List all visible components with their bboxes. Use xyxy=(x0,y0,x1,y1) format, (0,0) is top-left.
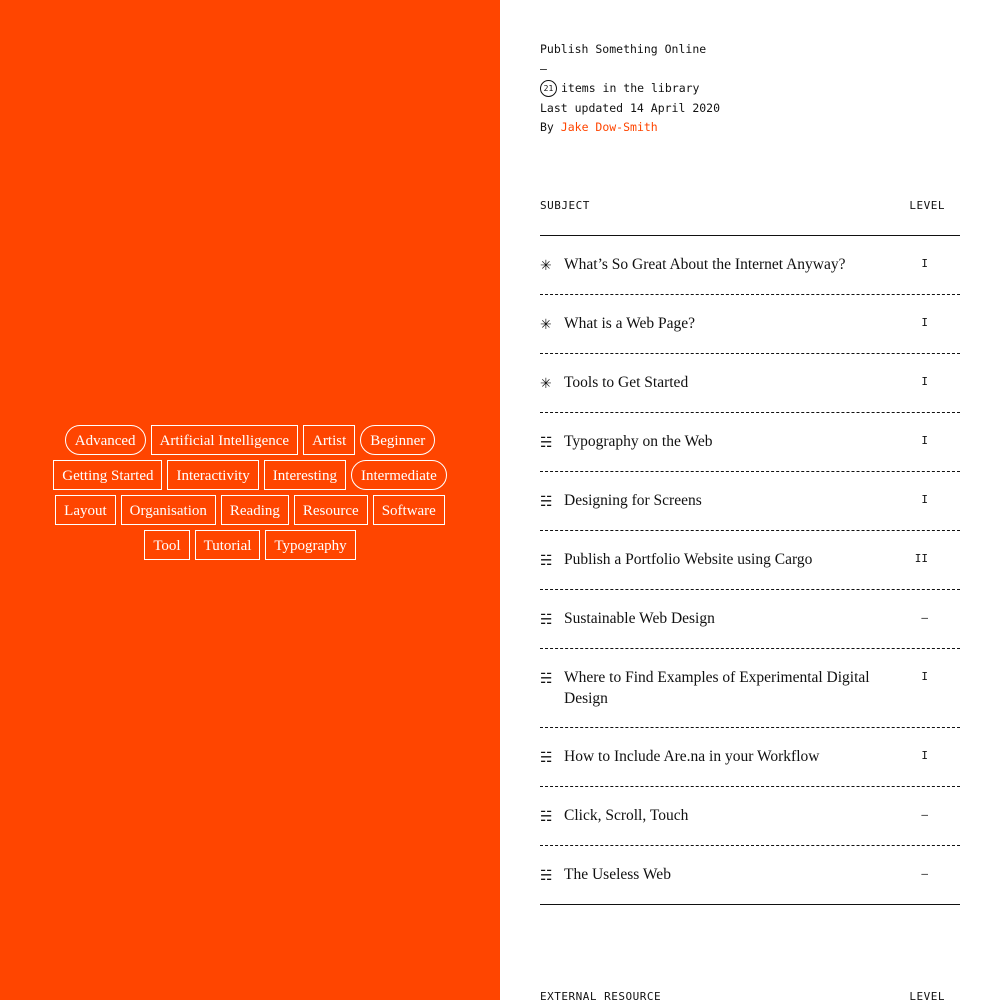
list-icon: ☵ xyxy=(540,494,553,510)
row-title-link[interactable]: Typography on the Web xyxy=(564,433,713,450)
tag-cloud xyxy=(40,425,460,560)
item-count-label: items in the library xyxy=(561,81,700,96)
row-title-link[interactable]: The Useless Web xyxy=(564,866,671,883)
byline xyxy=(540,118,720,138)
external-resource-column-header: EXTERNAL RESOURCE xyxy=(540,990,662,1003)
item-count-badge: 21 xyxy=(540,80,557,97)
row-level: I xyxy=(921,670,928,683)
table-row[interactable] xyxy=(540,649,960,728)
tag-button[interactable]: Reading xyxy=(221,495,289,525)
tag-button[interactable]: Advanced xyxy=(65,425,146,455)
tag-button[interactable]: Beginner xyxy=(360,425,435,455)
table-row[interactable] xyxy=(540,846,960,905)
tag-button[interactable]: Artificial Intelligence xyxy=(151,425,299,455)
external-level-column-header: LEVEL xyxy=(909,990,945,1003)
row-title-link[interactable]: Where to Find Examples of Experimental Digital Design xyxy=(564,669,870,707)
row-title-link[interactable]: What is a Web Page? xyxy=(564,315,696,332)
table-row[interactable] xyxy=(540,728,960,787)
tag-button[interactable]: Typography xyxy=(265,530,355,560)
tag-button[interactable]: Artist xyxy=(303,425,355,455)
list-icon: ☵ xyxy=(540,868,553,884)
left-panel xyxy=(0,0,500,1000)
asterisk-icon: ✳ xyxy=(540,376,552,392)
row-level: I xyxy=(921,434,928,447)
row-title-link[interactable]: Publish a Portfolio Website using Cargo xyxy=(564,551,813,568)
row-title-link[interactable]: Sustainable Web Design xyxy=(564,610,715,627)
table-row[interactable] xyxy=(540,413,960,472)
row-level: I xyxy=(921,749,928,762)
row-title-link[interactable]: How to Include Are.na in your Workflow xyxy=(564,748,820,765)
row-title-link[interactable]: Designing for Screens xyxy=(564,492,702,509)
table-row[interactable] xyxy=(540,236,960,295)
table-row[interactable] xyxy=(540,590,960,649)
tag-button[interactable]: Tool xyxy=(144,530,189,560)
right-panel xyxy=(500,0,1000,1003)
tag-button[interactable]: Layout xyxy=(55,495,116,525)
row-title-link[interactable]: Tools to Get Started xyxy=(564,374,689,391)
row-level: – xyxy=(921,867,928,880)
row-level: I xyxy=(921,493,928,506)
row-level: I xyxy=(921,375,928,388)
row-level: I xyxy=(921,257,928,270)
tag-button[interactable]: Tutorial xyxy=(195,530,261,560)
byline-label: By xyxy=(540,120,554,135)
table-row[interactable] xyxy=(540,531,960,590)
tag-button[interactable]: Intermediate xyxy=(351,460,447,490)
asterisk-icon: ✳ xyxy=(540,317,552,333)
item-count-line xyxy=(540,79,720,99)
row-level: I xyxy=(921,316,928,329)
row-title-link[interactable]: What’s So Great About the Internet Anyway? xyxy=(564,256,846,273)
library-title: Publish Something Online xyxy=(540,42,707,56)
table-row[interactable] xyxy=(540,787,960,846)
list-icon: ☵ xyxy=(540,435,553,451)
list-icon: ☵ xyxy=(540,671,553,687)
table-row[interactable] xyxy=(540,354,960,413)
level-column-header: LEVEL xyxy=(909,199,945,212)
table-header xyxy=(540,190,960,236)
row-level: – xyxy=(921,808,928,821)
tag-button[interactable]: Organisation xyxy=(121,495,216,525)
table-row[interactable] xyxy=(540,295,960,354)
row-level: II xyxy=(914,552,928,565)
library-table xyxy=(540,190,960,905)
row-title-link[interactable]: Click, Scroll, Touch xyxy=(564,807,689,824)
list-icon: ☵ xyxy=(540,553,553,569)
table-body xyxy=(540,236,960,905)
list-icon: ☵ xyxy=(540,809,553,825)
table-row[interactable] xyxy=(540,472,960,531)
list-icon: ☵ xyxy=(540,612,553,628)
subject-column-header: SUBJECT xyxy=(540,199,590,212)
tag-button[interactable]: Getting Started xyxy=(53,460,162,490)
tag-button[interactable]: Software xyxy=(373,495,445,525)
asterisk-icon: ✳ xyxy=(540,258,552,274)
tag-button[interactable]: Interesting xyxy=(264,460,346,490)
library-meta xyxy=(540,40,720,138)
row-level: – xyxy=(921,611,928,624)
author-link[interactable]: Jake Dow-Smith xyxy=(560,120,658,135)
separator-dash: – xyxy=(540,61,547,76)
last-updated: Last updated 14 April 2020 xyxy=(540,100,721,115)
list-icon: ☵ xyxy=(540,750,553,766)
tag-button[interactable]: Interactivity xyxy=(167,460,258,490)
tag-button[interactable]: Resource xyxy=(294,495,368,525)
